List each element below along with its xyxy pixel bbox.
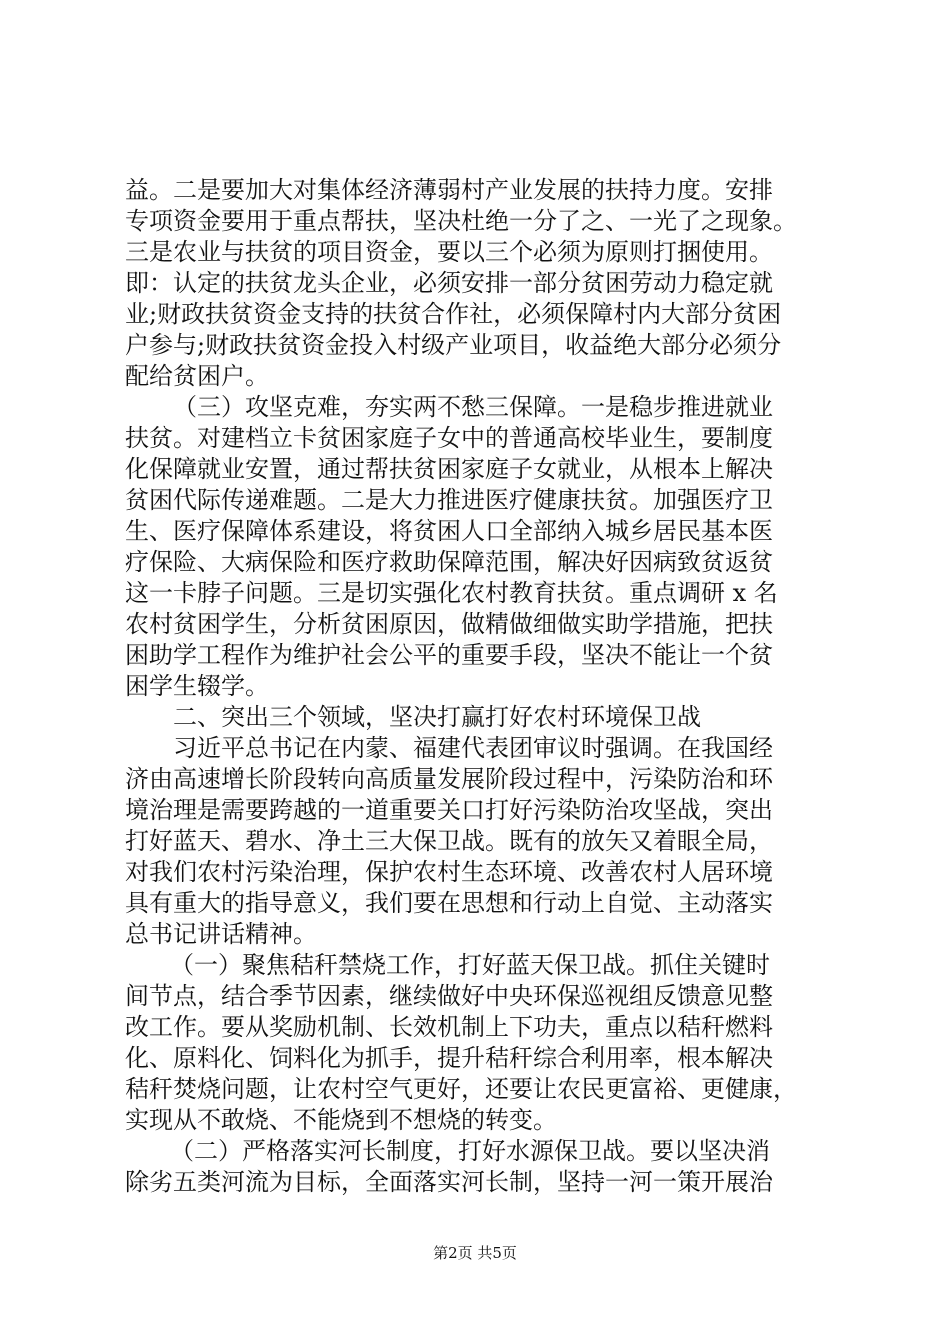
text-line: 专项资金要用于重点帮扶，坚决杜绝一分了之、一光了之现象。 <box>125 207 797 235</box>
text-line: 除劣五类河流为目标，全面落实河长制，坚持一河一策开展治 <box>125 1168 773 1196</box>
paragraph-start-line: （三）攻坚克难，夯实两不愁三保障。一是稳步推进就业 <box>173 393 773 421</box>
paragraph-start-line: 习近平总书记在内蒙、福建代表团审议时强调。在我国经 <box>173 734 773 762</box>
text-line: 配给贫困户。 <box>125 362 269 390</box>
text-line: 化、原料化、饲料化为抓手，提升秸秆综合利用率，根本解决 <box>125 1044 773 1072</box>
text-line: 改工作。要从奖励机制、长效机制上下功夫，重点以秸秆燃料 <box>125 1013 773 1041</box>
text-line: 困学生辍学。 <box>125 672 269 700</box>
text-line: 间节点，结合季节因素，继续做好中央环保巡视组反馈意见整 <box>125 982 773 1010</box>
text-line: 秸秆焚烧问题，让农村空气更好，还要让农民更富裕、更健康， <box>125 1075 797 1103</box>
text-line: 总书记讲话精神。 <box>125 920 317 948</box>
text-line: 即：认定的扶贫龙头企业，必须安排一部分贫困劳动力稳定就 <box>125 269 773 297</box>
text-line: 化保障就业安置，通过帮扶贫困家庭子女就业，从根本上解决 <box>125 455 773 483</box>
text-line: 疗保险、大病保险和医疗救助保障范围，解决好因病致贫返贫 <box>125 548 773 576</box>
section-heading: 二、突出三个领域，坚决打赢打好农村环境保卫战 <box>173 703 701 731</box>
text-line: 困助学工程作为维护社会公平的重要手段，坚决不能让一个贫 <box>125 641 773 669</box>
paragraph-start-line: （二）严格落实河长制度，打好水源保卫战。要以坚决消 <box>170 1137 770 1165</box>
text-line: 益。二是要加大对集体经济薄弱村产业发展的扶持力度。安排 <box>125 176 773 204</box>
text-line: 境治理是需要跨越的一道重要关口打好污染防治攻坚战，突出 <box>125 796 773 824</box>
text-line: 打好蓝天、碧水、净土三大保卫战。既有的放矢又着眼全局， <box>125 827 773 855</box>
text-line: 三是农业与扶贫的项目资金，要以三个必须为原则打捆使用。 <box>125 238 773 266</box>
paragraph-start-line: （一）聚焦秸秆禁烧工作，打好蓝天保卫战。抓住关键时 <box>170 951 770 979</box>
text-line: 实现从不敢烧、不能烧到不想烧的转变。 <box>125 1106 557 1134</box>
text-line: 农村贫困学生，分析贫困原因，做精做细做实助学措施，把扶 <box>125 610 773 638</box>
text-line: 扶贫。对建档立卡贫困家庭子女中的普通高校毕业生，要制度 <box>125 424 773 452</box>
text-line: 贫困代际传递难题。二是大力推进医疗健康扶贫。加强医疗卫 <box>125 486 773 514</box>
text-line: 生、医疗保障体系建设，将贫困人口全部纳入城乡居民基本医 <box>125 517 773 545</box>
page-number-footer: 第2页 共5页 <box>433 1244 517 1262</box>
text-line: 户参与;财政扶贫资金投入村级产业项目，收益绝大部分必须分 <box>125 331 782 359</box>
text-line: 这一卡脖子问题。三是切实强化农村教育扶贫。重点调研 x 名 <box>125 579 778 607</box>
text-line: 业;财政扶贫资金支持的扶贫合作社，必须保障村内大部分贫困 <box>125 300 782 328</box>
text-line: 济由高速增长阶段转向高质量发展阶段过程中，污染防治和环 <box>125 765 773 793</box>
text-line: 对我们农村污染治理，保护农村生态环境、改善农村人居环境 <box>125 858 773 886</box>
text-line: 具有重大的指导意义，我们要在思想和行动上自觉、主动落实 <box>125 889 773 917</box>
